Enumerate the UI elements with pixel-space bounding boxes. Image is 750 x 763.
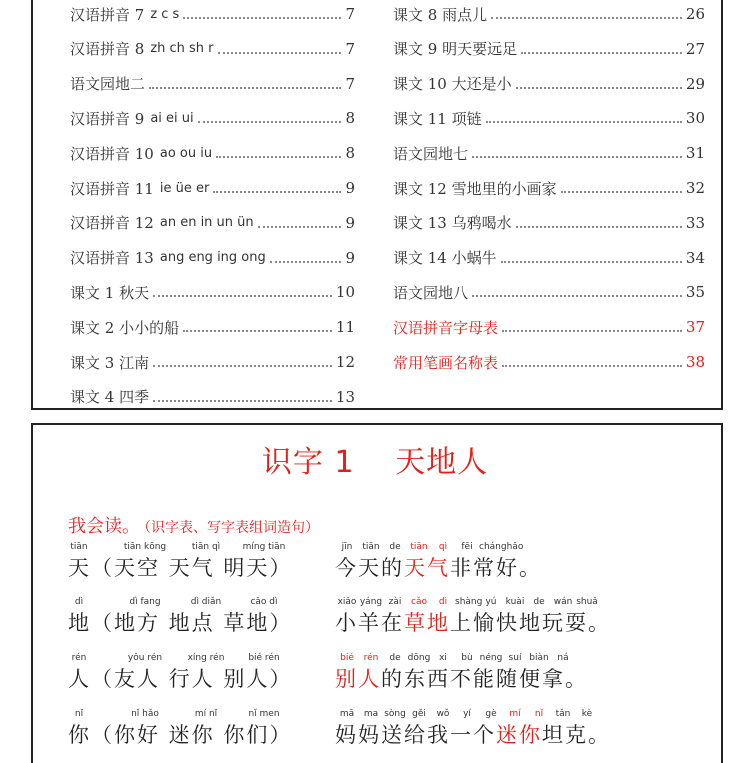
sentence-text xyxy=(335,663,588,693)
word-group-text: 地（地方 地点 草地） xyxy=(68,611,293,635)
highlighted-word: 草地 xyxy=(404,611,450,635)
toc-entry-pinyin: ang eng ing ong xyxy=(159,250,266,266)
pinyin-annotation: zài xyxy=(388,597,402,607)
toc-dot-leader xyxy=(183,330,332,332)
toc-dot-leader xyxy=(216,156,341,158)
toc-dot-leader xyxy=(270,261,342,263)
toc-page-number: 7 xyxy=(345,39,355,58)
sentence-text xyxy=(335,607,611,637)
toc-page-number: 27 xyxy=(685,39,705,58)
pinyin-annotation: nǐ xyxy=(74,709,84,719)
sentence-text xyxy=(335,719,611,749)
toc-entry-title: 课文 9 明天要远足 xyxy=(393,40,518,59)
toc-entry-title: 语文园地八 xyxy=(393,283,469,302)
toc-entry[interactable] xyxy=(393,2,705,26)
toc-dot-leader xyxy=(213,191,341,193)
toc-page-number: 8 xyxy=(345,109,355,128)
toc-page-number: 13 xyxy=(335,387,355,406)
toc-entry-title: 常用笔画名称表 xyxy=(393,353,499,372)
toc-page-number: 30 xyxy=(685,109,705,128)
sentence-segment: 小羊在 xyxy=(335,611,404,635)
pinyin-annotation: dì xyxy=(438,597,448,607)
toc-entry-title: 课文 13 乌鸦喝水 xyxy=(393,214,512,233)
pinyin-annotation: dì fang xyxy=(129,597,161,607)
section-title: 我会读。 xyxy=(68,516,140,537)
toc-dot-leader xyxy=(153,400,332,402)
toc-entry[interactable] xyxy=(393,246,705,270)
pinyin-annotation: dōng xyxy=(407,653,431,663)
toc-dot-leader xyxy=(149,87,341,89)
sentence-segment: 今天的 xyxy=(335,556,404,580)
toc-entry-title: 课文 8 雨点儿 xyxy=(393,5,488,24)
lesson-title xyxy=(0,437,750,481)
toc-page-number: 9 xyxy=(345,248,355,267)
pinyin-annotation: rén xyxy=(71,653,87,663)
pinyin-annotation: jīn xyxy=(341,542,353,552)
pinyin-annotation: fēi xyxy=(461,542,473,552)
toc-entry-title: 语文园地七 xyxy=(393,144,469,163)
toc-entry[interactable] xyxy=(70,37,355,61)
toc-dot-leader xyxy=(502,365,682,367)
toc-page-number: 11 xyxy=(335,318,355,337)
pinyin-annotation: de xyxy=(389,653,401,663)
toc-entry-title: 课文 10 大还是小 xyxy=(393,75,512,94)
toc-entry-title: 课文 12 雪地里的小画家 xyxy=(393,179,557,198)
toc-entry-title: 语文园地二 xyxy=(70,75,146,94)
toc-page-number: 32 xyxy=(685,179,705,197)
toc-entry[interactable] xyxy=(70,176,355,200)
pinyin-annotation: nǐ xyxy=(534,709,544,719)
toc-page-number: 26 xyxy=(685,5,705,23)
toc-entry[interactable] xyxy=(70,246,355,270)
toc-entry-title: 课文 11 项链 xyxy=(393,109,482,128)
pinyin-annotation: cǎo xyxy=(411,597,427,607)
lesson-label: 识字 1 xyxy=(261,445,355,480)
sentence-segment: 的东西不能随便拿。 xyxy=(381,667,588,691)
toc-page-number: 7 xyxy=(345,74,355,93)
toc-entry-title: 汉语拼音 8 xyxy=(70,40,145,59)
pinyin-annotation: tiān kōng xyxy=(123,542,167,552)
pinyin-annotation: rén xyxy=(363,653,379,663)
toc-entry[interactable] xyxy=(393,280,705,304)
pinyin-annotation: kè xyxy=(581,709,593,719)
toc-entry-pinyin: zh ch sh r xyxy=(150,41,214,57)
pinyin-annotation: yáng xyxy=(359,597,383,607)
toc-entry-title: 汉语拼音 7 xyxy=(70,5,145,24)
pinyin-annotation: wán xyxy=(553,597,573,607)
toc-entry-title: 汉语拼音 9 xyxy=(70,109,145,128)
section-note: （识字表、写字表组词造句） xyxy=(144,520,319,536)
toc-dot-leader xyxy=(183,17,341,19)
table-of-contents xyxy=(31,0,723,410)
highlighted-word: 迷你 xyxy=(496,723,542,747)
toc-page-number: 10 xyxy=(335,283,355,302)
pinyin-annotation: gè xyxy=(485,709,497,719)
toc-page-number: 8 xyxy=(345,144,355,163)
toc-page-number: 34 xyxy=(685,248,705,267)
toc-dot-leader xyxy=(258,226,342,228)
section-heading xyxy=(68,512,319,538)
toc-entry[interactable] xyxy=(70,385,355,409)
toc-entry[interactable] xyxy=(70,2,355,26)
toc-entry-title: 汉语拼音 11 xyxy=(70,179,154,198)
sentence-segment: 非常好。 xyxy=(450,556,542,580)
toc-entry-title: 课文 14 小蜗牛 xyxy=(393,249,497,268)
pinyin-annotation: ma xyxy=(363,709,379,719)
word-group-text: 人（友人 行人 别人） xyxy=(68,667,293,691)
toc-page-number: 33 xyxy=(685,213,705,232)
sentence-segment: 上愉快地玩耍。 xyxy=(450,611,611,635)
pinyin-annotation: dì xyxy=(74,597,84,607)
toc-dot-leader xyxy=(491,17,682,19)
pinyin-annotation: néng xyxy=(479,653,503,663)
toc-dot-leader xyxy=(472,295,682,297)
toc-entry-title: 课文 2 小小的船 xyxy=(70,318,180,337)
toc-entry[interactable] xyxy=(393,350,705,374)
toc-entry[interactable] xyxy=(70,350,355,374)
pinyin-annotation: xi xyxy=(439,653,447,663)
toc-entry-title: 汉语拼音 13 xyxy=(70,249,154,268)
toc-page-number: 7 xyxy=(345,5,355,23)
pinyin-annotation: bù xyxy=(461,653,473,663)
pinyin-annotation: bié rén xyxy=(248,653,280,663)
toc-page-number: 29 xyxy=(685,74,705,93)
toc-entry-title: 课文 4 四季 xyxy=(70,388,150,407)
toc-entry[interactable] xyxy=(393,211,705,235)
sentence-text xyxy=(335,552,542,582)
toc-dot-leader xyxy=(561,191,682,193)
toc-entry[interactable] xyxy=(70,141,355,165)
toc-entry[interactable] xyxy=(393,176,705,200)
toc-dot-leader xyxy=(516,226,682,228)
pinyin-annotation: hǎo xyxy=(506,542,524,552)
toc-page-number: 38 xyxy=(685,353,705,371)
pinyin-annotation: tǎn xyxy=(555,709,571,719)
pinyin-annotation: mā xyxy=(339,709,355,719)
pinyin-annotation: nǐ men xyxy=(248,709,280,719)
pinyin-annotation: xiǎo xyxy=(337,597,357,607)
pinyin-annotation: shàng xyxy=(455,597,483,607)
pinyin-annotation: shuǎ xyxy=(576,597,598,607)
pinyin-annotation: kuài xyxy=(505,597,525,607)
toc-entry-pinyin: an en in un ün xyxy=(159,215,254,231)
toc-dot-leader xyxy=(218,52,342,54)
pinyin-annotation: nǐ hǎo xyxy=(131,709,159,719)
pinyin-annotation: wǒ xyxy=(436,709,450,719)
toc-entry[interactable] xyxy=(70,106,355,130)
pinyin-annotation: suí xyxy=(508,653,522,663)
pinyin-annotation: de xyxy=(533,597,545,607)
word-group-text: 你（你好 迷你 你们） xyxy=(68,723,293,747)
toc-dot-leader xyxy=(516,87,682,89)
pinyin-annotation: xíng rén xyxy=(187,653,225,663)
toc-entry-title: 汉语拼音 12 xyxy=(70,214,154,233)
pinyin-annotation: yí xyxy=(463,709,471,719)
pinyin-annotation: mí xyxy=(509,709,521,719)
toc-entry-title: 课文 1 秋天 xyxy=(70,283,150,302)
toc-page-number: 12 xyxy=(335,353,355,371)
toc-dot-leader xyxy=(153,365,332,367)
toc-dot-leader xyxy=(502,330,682,332)
pinyin-annotation: tiān qì xyxy=(191,542,221,552)
pinyin-annotation: qì xyxy=(438,542,448,552)
toc-entry[interactable] xyxy=(393,315,705,339)
pinyin-annotation: cháng xyxy=(479,542,507,552)
highlighted-word: 别人 xyxy=(335,667,381,691)
pinyin-annotation: sòng xyxy=(384,709,406,719)
pinyin-annotation: yú xyxy=(485,597,497,607)
pinyin-annotation: gěi xyxy=(412,709,426,719)
pinyin-annotation: cǎo dì xyxy=(250,597,278,607)
pinyin-annotation: tiān xyxy=(70,542,88,552)
pinyin-annotation: míng tiān xyxy=(242,542,286,552)
toc-dot-leader xyxy=(501,261,682,263)
toc-entry-title: 课文 3 江南 xyxy=(70,353,150,372)
toc-page-number: 37 xyxy=(685,318,705,337)
toc-entry-pinyin: ie üe er xyxy=(159,180,210,196)
toc-page-number: 31 xyxy=(685,144,705,163)
toc-entry-pinyin: ai ei ui xyxy=(150,110,194,126)
word-group-text: 天（天空 天气 明天） xyxy=(68,556,293,580)
pinyin-annotation: tiān xyxy=(362,542,380,552)
toc-entry[interactable] xyxy=(393,37,705,61)
pinyin-annotation: de xyxy=(389,542,401,552)
sentence-segment: 妈妈送给我一个 xyxy=(335,723,496,747)
toc-dot-leader xyxy=(486,121,682,123)
toc-dot-leader xyxy=(198,121,342,123)
toc-entry[interactable] xyxy=(70,211,355,235)
sentence-segment: 坦克。 xyxy=(542,723,611,747)
toc-entry[interactable] xyxy=(70,315,355,339)
toc-dot-leader xyxy=(521,52,682,54)
toc-entry[interactable] xyxy=(393,72,705,96)
toc-entry[interactable] xyxy=(70,72,355,96)
pinyin-annotation: yǒu rén xyxy=(127,653,163,663)
toc-entry[interactable] xyxy=(393,106,705,130)
pinyin-annotation: bié xyxy=(340,653,354,663)
toc-dot-leader xyxy=(472,156,682,158)
pinyin-annotation: mí nǐ xyxy=(194,709,218,719)
pinyin-annotation: ná xyxy=(557,653,569,663)
toc-entry-title: 汉语拼音 10 xyxy=(70,144,154,163)
highlighted-word: 天气 xyxy=(404,556,450,580)
toc-entry-title: 汉语拼音字母表 xyxy=(393,318,499,337)
toc-page-number: 9 xyxy=(345,179,355,197)
lesson-name: 天地人 xyxy=(395,445,489,480)
toc-page-number: 35 xyxy=(685,283,705,302)
toc-entry-pinyin: ao ou iu xyxy=(159,145,213,161)
toc-entry[interactable] xyxy=(393,141,705,165)
pinyin-annotation: biàn xyxy=(529,653,549,663)
toc-entry[interactable] xyxy=(70,280,355,304)
pinyin-annotation: tiān xyxy=(410,542,428,552)
toc-dot-leader xyxy=(153,295,332,297)
toc-entry-pinyin: z c s xyxy=(150,6,180,22)
toc-page-number: 9 xyxy=(345,213,355,232)
pinyin-annotation: dì diǎn xyxy=(190,597,222,607)
